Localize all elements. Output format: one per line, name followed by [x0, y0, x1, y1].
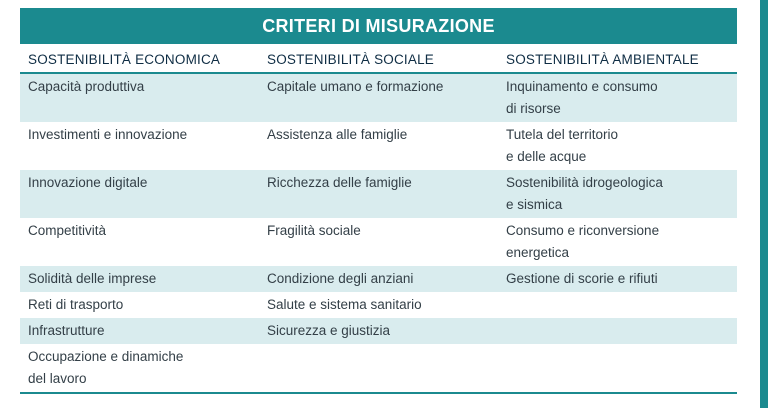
column-header-economica: SOSTENIBILITÀ ECONOMICA — [20, 44, 259, 73]
criteria-table-panel — [20, 8, 737, 394]
cell-ambientale — [498, 292, 737, 318]
cell-line: Tutela del territorio — [506, 127, 619, 142]
cell-economica: Competitività — [28, 223, 107, 238]
cell-ambientale — [498, 218, 737, 266]
cell-line: e delle acque — [506, 149, 587, 164]
cell-sociale: Assistenza alle famiglie — [267, 127, 408, 142]
criteria-table — [20, 44, 737, 394]
cell-economica: Infrastrutture — [20, 318, 259, 344]
table-row — [20, 266, 737, 292]
cell-ambientale — [498, 318, 737, 344]
table-row — [20, 122, 737, 170]
cell-economica: Solidità delle imprese — [20, 266, 259, 292]
cell-economica: Capacità produttiva — [20, 73, 259, 122]
table-row — [20, 344, 737, 393]
cell-line: Sostenibilità idrogeologica — [506, 175, 663, 190]
table-title: CRITERI DI MISURAZIONE — [20, 8, 737, 44]
cell-line: e sismica — [506, 197, 563, 212]
cell-sociale: Capitale umano e formazione — [259, 73, 498, 122]
cell-ambientale — [498, 73, 737, 122]
cell-line: energetica — [506, 245, 570, 260]
column-header-row — [20, 44, 737, 73]
cell-line: del lavoro — [28, 371, 87, 386]
right-edge-bar — [760, 0, 768, 408]
cell-economica: Reti di trasporto — [28, 297, 124, 312]
column-header-ambientale: SOSTENIBILITÀ AMBIENTALE — [498, 44, 737, 73]
cell-ambientale — [498, 170, 737, 218]
cell-sociale: Condizione degli anziani — [259, 266, 498, 292]
cell-ambientale — [498, 344, 737, 393]
cell-sociale: Fragilità sociale — [267, 223, 361, 238]
cell-economica: Innovazione digitale — [20, 170, 259, 218]
cell-sociale — [259, 344, 498, 393]
cell-ambientale — [498, 122, 737, 170]
table-row — [20, 73, 737, 122]
cell-sociale: Salute e sistema sanitario — [267, 297, 422, 312]
cell-line: di risorse — [506, 101, 561, 116]
cell-line: Inquinamento e consumo — [506, 79, 658, 94]
table-row — [20, 218, 737, 266]
cell-line: Consumo e riconversione — [506, 223, 660, 238]
cell-economica — [20, 344, 259, 393]
cell-ambientale: Gestione di scorie e rifiuti — [498, 266, 737, 292]
cell-economica: Investimenti e innovazione — [28, 127, 188, 142]
cell-sociale: Ricchezza delle famiglie — [259, 170, 498, 218]
column-header-sociale: SOSTENIBILITÀ SOCIALE — [259, 44, 498, 73]
table-row — [20, 318, 737, 344]
cell-line: Occupazione e dinamiche — [28, 349, 184, 364]
table-row — [20, 292, 737, 318]
cell-sociale: Sicurezza e giustizia — [259, 318, 498, 344]
table-row — [20, 170, 737, 218]
